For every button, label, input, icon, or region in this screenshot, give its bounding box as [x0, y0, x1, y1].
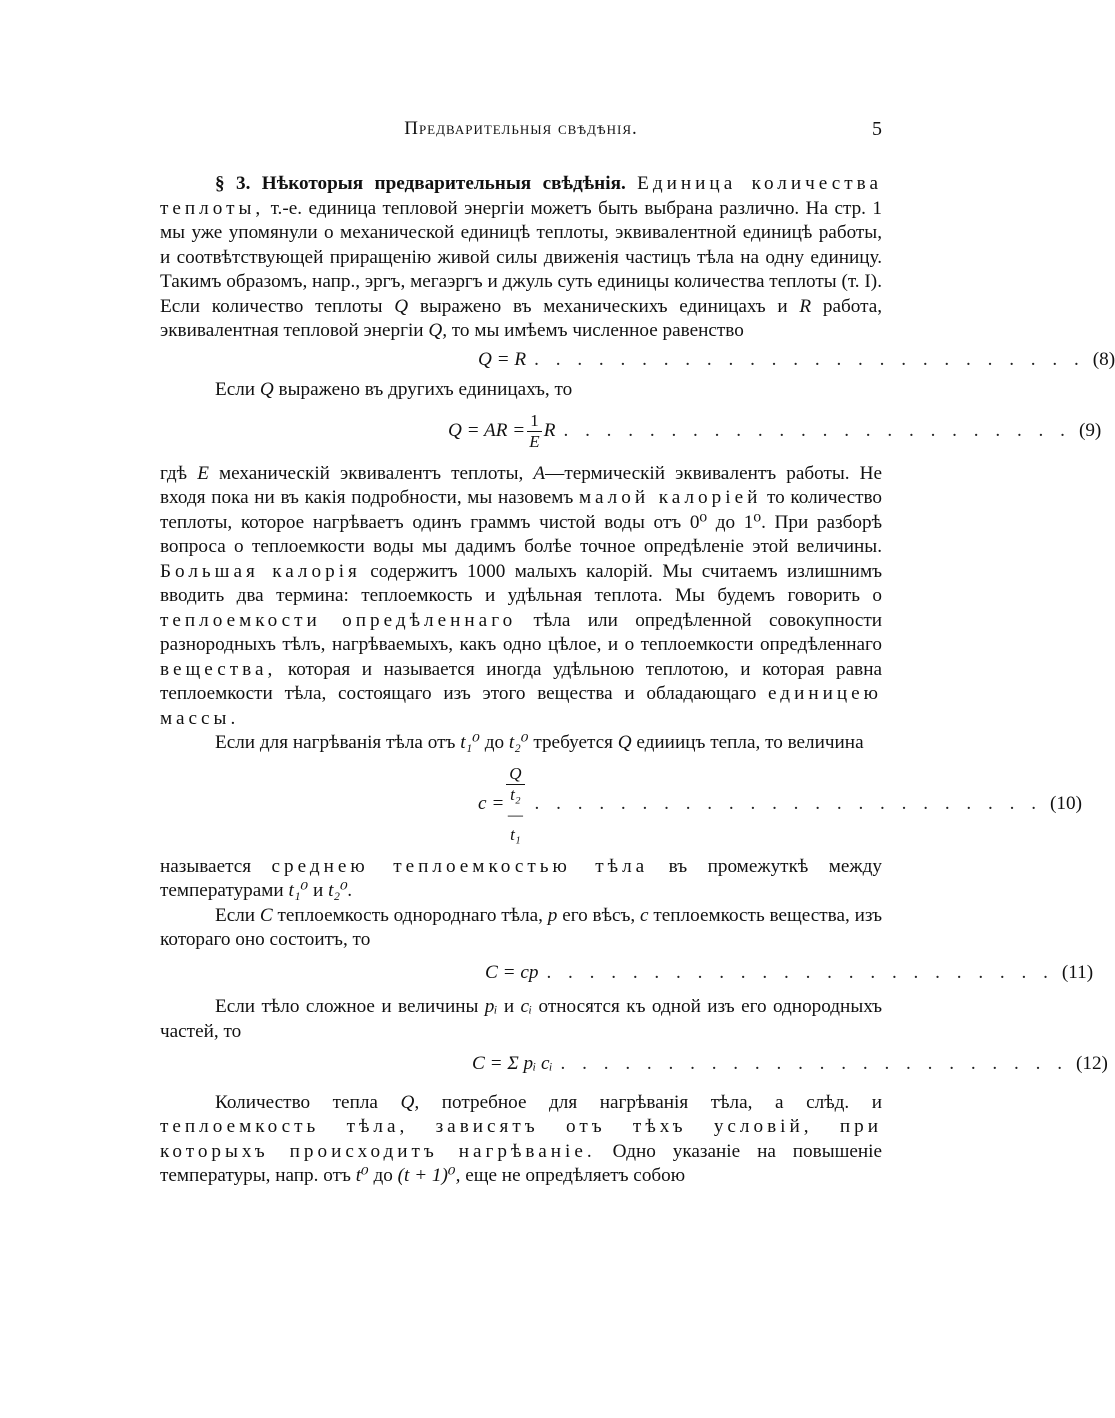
text: содержитъ 1000 малыхъ калорій. Мы считаемъ излишнимъ вводить два термина: теплоемкость и удѣльная теплота. Мы будемъ говорить о [160, 560, 883, 606]
text: выражено въ механическихъ единицахъ и [419, 295, 788, 317]
text: выражено въ другихъ единицахъ, то [278, 379, 573, 400]
leader-dots: . . . . . . . . . . . . . . . . . . . . . . . . [534, 792, 1042, 814]
text: Если для нагрѣванія тѣла отъ [215, 732, 456, 753]
symbol: t₂⁰ [508, 732, 529, 753]
equation-formula: Q = AR = [448, 419, 526, 441]
text: механическій эквивалентъ теплоты, [219, 462, 524, 484]
text: теплоемкость однороднаго тѣла, [277, 904, 543, 926]
text: Если тѣло сложное и величины [215, 996, 479, 1017]
equation-10 [160, 763, 1082, 845]
text: называется [160, 855, 252, 877]
fraction [506, 764, 524, 845]
symbol: cᵢ [520, 996, 533, 1017]
symbol: Q [394, 295, 409, 317]
equation-9 [160, 410, 1102, 452]
symbol: Q [617, 732, 632, 753]
spaced-term: малой калоріей [578, 487, 762, 508]
text: и [313, 880, 324, 901]
equation-formula: R [543, 419, 556, 441]
spaced-term: вещества, [160, 658, 277, 680]
paragraph-6 [160, 904, 882, 953]
equation-11 [160, 961, 1094, 986]
text: его вѣсъ, [562, 904, 636, 926]
paragraph-1 [160, 172, 882, 344]
leader-dots: . . . . . . . . . . . . . . . . . . . . . . . . [560, 1053, 1068, 1074]
equation-12 [160, 1052, 1108, 1077]
fraction-denominator: E [529, 431, 540, 451]
paragraph-5 [160, 855, 882, 904]
text: гдѣ [160, 462, 188, 484]
text: еще не опредѣляетъ собою [465, 1165, 686, 1186]
text: Количество тепла [215, 1091, 378, 1113]
symbol: (t + 1)⁰, [397, 1165, 461, 1186]
text: работа, эквивалентная тепловой энергіи [160, 295, 883, 341]
equation-formula: c = [478, 792, 505, 814]
paragraph-7 [160, 995, 882, 1044]
page-header [160, 118, 882, 144]
text: которая и называется иногда удѣльною теплотою, и которая равна теплоемкости тѣла, состоящаго изъ этого вещества и обладающаго [160, 658, 882, 704]
symbol: t₁⁰ [460, 732, 480, 753]
text: —термическій эквивалентъ работы. Не входя пока ни въ какія подробности, мы назовемъ [160, 462, 883, 508]
text: относятся къ одной изъ его однородныхъ частей, то [160, 996, 883, 1042]
leader-dots: . . . . . . . . . . . . . . . . . . . . . . . . [563, 419, 1071, 441]
page-number: 5 [872, 118, 882, 140]
symbol: p [547, 904, 558, 926]
running-head: Предварительныя свѣдѣнія. [404, 118, 638, 139]
text: въ промежуткѣ между температурами [160, 855, 883, 901]
equation-number: (12) [1075, 1053, 1108, 1074]
spaced-term: теплоемкость тѣла, зависятъ отъ тѣхъ условій, при которыхъ происходитъ нагрѣваніе. [160, 1116, 882, 1162]
symbol: c [640, 904, 649, 926]
paragraph-4 [160, 731, 882, 756]
equation-number: (11) [1061, 961, 1094, 983]
symbol: t⁰ [355, 1165, 369, 1186]
symbol: E [197, 462, 209, 484]
equation-formula: C = cp [485, 961, 539, 983]
text: едииицъ тепла, то величина [636, 732, 864, 753]
text: теплоемкость вещества, изъ котораго оно состоитъ, то [160, 904, 883, 950]
fraction-numerator: 1 [527, 411, 542, 432]
spaced-term: единицею массы. [160, 683, 882, 729]
text: т.-е. единица тепловой энергіи можетъ быть выбрана различно. На стр. 1 мы уже упомянули о механической единицѣ теплоты, эквивалентной единицѣ работы, и соотвѣтствующей приращенію живой силы движенія частицъ тѣла на одну единицу. Такимъ образомъ, напр., эргъ, мегаэргъ и джуль суть единицы количества теплоты (т. I). Если количество теплоты [160, 197, 882, 317]
text: то мы имѣемъ численное равенство [451, 320, 744, 341]
symbol: C [259, 904, 273, 926]
equation-8 [160, 348, 1115, 373]
symbol: Q, [428, 320, 447, 341]
spaced-term: Большая калорія [160, 560, 361, 582]
text: то количество теплоты, которое нагрѣваетъ одинъ граммъ чистой воды отъ 0⁰ до 1⁰. При разборѣ вопроса о теплоемкости воды мы дадимъ болѣе точное опредѣленіе этой величины. [160, 487, 883, 557]
text: до [484, 732, 505, 753]
symbol: pᵢ [484, 996, 498, 1017]
symbol: Q, [400, 1091, 420, 1113]
text: до [373, 1165, 393, 1186]
leader-dots: . . . . . . . . . . . . . . . . . . . . . . . . [546, 961, 1054, 983]
text: Одно указаніе на повышеніе температуры, напр. отъ [160, 1140, 882, 1186]
symbol: A [533, 462, 546, 484]
text: и [503, 996, 515, 1017]
paragraph-3 [160, 462, 882, 732]
spaced-term: Единица количества теплоты, [160, 173, 882, 219]
equation-number: (9) [1078, 419, 1102, 441]
spaced-term: теплоемкости опредѣленнаго [160, 609, 517, 631]
paragraph-8 [160, 1091, 882, 1189]
leader-dots: . . . . . . . . . . . . . . . . . . . . . . . . . . [534, 348, 1085, 370]
text: требуется [533, 732, 613, 753]
text: тѣла или опредѣленной совокупности разнородныхъ тѣлъ, нагрѣваемыхъ, какъ одно цѣлое, и о теплоемкости опредѣленнаго [160, 609, 882, 655]
symbol: R [799, 295, 812, 317]
body-text [160, 172, 1115, 1189]
equation-formula: Q = R [478, 348, 527, 370]
fraction-numerator: Q [506, 764, 524, 785]
page [160, 118, 1115, 1189]
symbol: Q [259, 379, 274, 400]
section-heading: Нѣкоторыя предварительныя свѣдѣнія. [261, 173, 626, 194]
symbol: t₁⁰ [288, 880, 309, 901]
text: Если [215, 904, 256, 926]
fraction [527, 411, 542, 452]
symbol: t₂⁰. [328, 880, 353, 901]
spaced-term: среднею теплоемкостью тѣла [271, 855, 649, 877]
paragraph-2 [160, 378, 882, 403]
section-number: § 3. [215, 173, 251, 194]
equation-formula: C = Σ pᵢ cᵢ [472, 1053, 553, 1074]
equation-number: (10) [1050, 792, 1082, 814]
text: Если [215, 379, 256, 400]
equation-number: (8) [1092, 348, 1115, 370]
fraction-denominator: t₂—t₁ [507, 784, 523, 844]
text: потребное для нагрѣванія тѣла, а слѣд. и [441, 1091, 883, 1113]
